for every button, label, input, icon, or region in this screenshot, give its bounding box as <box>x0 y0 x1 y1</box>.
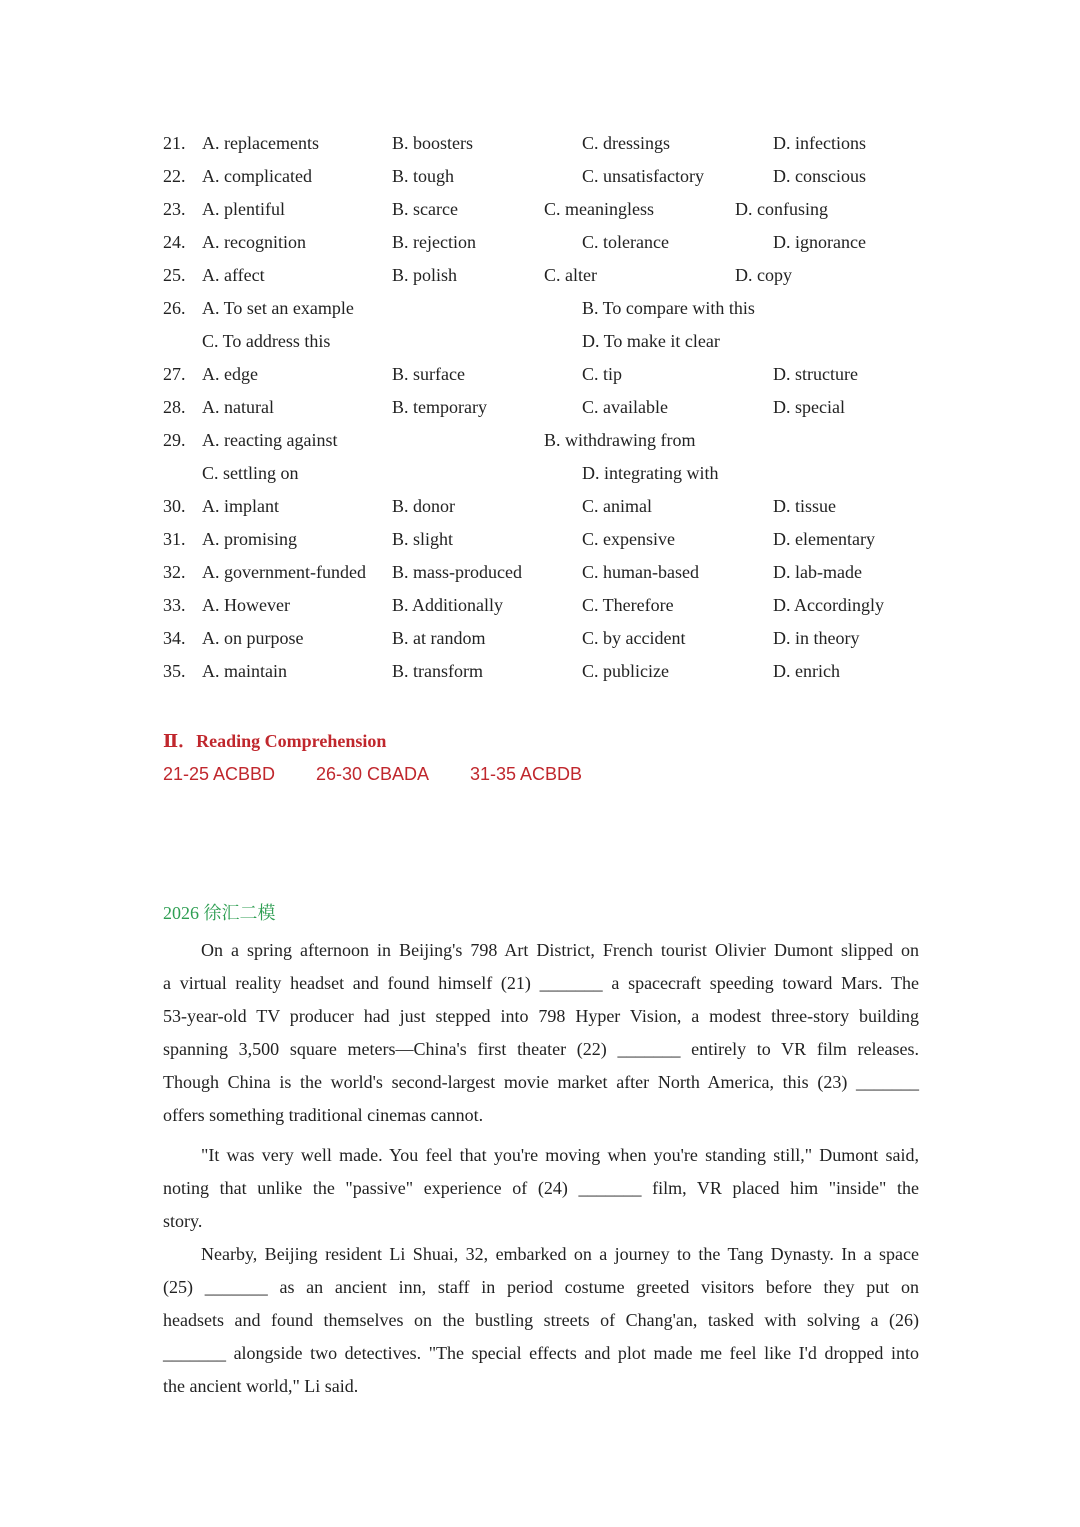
option-c: C. To address this <box>202 331 331 351</box>
question-number: 30. <box>163 496 186 516</box>
option-a: A. replacements <box>202 133 319 153</box>
option-a: A. recognition <box>202 232 306 252</box>
option-d: D. To make it clear <box>582 331 720 351</box>
option-a: A. To set an example <box>202 298 354 318</box>
option-row <box>163 229 943 255</box>
option-a: A. on purpose <box>202 628 304 648</box>
option-c: C. animal <box>582 496 652 516</box>
option-d: D. in theory <box>773 628 860 648</box>
option-row <box>163 658 943 684</box>
option-c: C. human-based <box>582 562 699 582</box>
option-c: C. expensive <box>582 529 675 549</box>
option-row <box>163 295 943 321</box>
question-number: 28. <box>163 397 186 417</box>
option-b: B. Additionally <box>392 595 504 615</box>
option-a: A. maintain <box>202 661 287 681</box>
option-d: D. copy <box>735 265 792 285</box>
option-a: A. However <box>202 595 290 615</box>
question-number: 32. <box>163 562 186 582</box>
option-b: B. polish <box>392 265 458 285</box>
question-number: 22. <box>163 166 186 186</box>
option-b: B. To compare with this <box>582 298 755 318</box>
answer-key-31-35: 31-35 ACBDB <box>470 764 583 784</box>
option-c: C. available <box>582 397 668 417</box>
option-a: A. complicated <box>202 166 312 186</box>
option-c: C. tolerance <box>582 232 669 252</box>
option-a: A. natural <box>202 397 274 417</box>
option-c: C. unsatisfactory <box>582 166 704 186</box>
option-row <box>163 394 943 420</box>
passage-line: Though China is the world's second-largest movie market after North America, this (23) _______ <box>163 1072 919 1092</box>
option-row <box>163 361 943 387</box>
option-d: D. structure <box>773 364 858 384</box>
passage-line: On a spring afternoon in Beijing's 798 Art District, French tourist Olivier Dumont slipped on <box>201 940 919 960</box>
passage-line: "It was very well made. You feel that you're moving when you're standing still," Dumont said, <box>201 1145 919 1165</box>
option-row <box>163 196 943 222</box>
option-c: C. publicize <box>582 661 669 681</box>
question-number: 34. <box>163 628 186 648</box>
option-row <box>163 328 943 354</box>
option-d: D. tissue <box>773 496 836 516</box>
passage-line: (25) _______ as an ancient inn, staff in period costume greeted visitors before they put on <box>163 1277 919 1297</box>
option-a: A. implant <box>202 496 279 516</box>
option-row <box>163 262 943 288</box>
question-number: 26. <box>163 298 186 318</box>
option-b: B. temporary <box>392 397 487 417</box>
passage-line: a virtual reality headset and found himself (21) _______ a spacecraft speeding toward Mars. The <box>163 973 919 993</box>
option-d: D. ignorance <box>773 232 866 252</box>
option-a: A. plentiful <box>202 199 285 219</box>
option-row <box>163 526 943 552</box>
option-d: D. conscious <box>773 166 866 186</box>
passage-line: story. <box>163 1211 203 1231</box>
passage-paragraph-1 <box>163 934 919 1132</box>
option-d: D. enrich <box>773 661 840 681</box>
option-b: B. slight <box>392 529 454 549</box>
passage-line: headsets and found themselves on the bustling streets of Chang'an, tasked with solving a (26) <box>163 1310 919 1330</box>
answer-key-26-30: 26-30 CBADA <box>316 764 430 784</box>
option-b: B. withdrawing from <box>544 430 696 450</box>
section-title: Ⅱ．Reading Comprehension <box>163 731 387 751</box>
option-d: D. integrating with <box>582 463 719 483</box>
question-number: 35. <box>163 661 186 681</box>
option-a: A. reacting against <box>202 430 338 450</box>
option-b: B. surface <box>392 364 465 384</box>
question-number: 33. <box>163 595 186 615</box>
option-d: D. infections <box>773 133 866 153</box>
option-b: B. at random <box>392 628 486 648</box>
passage-line: Nearby, Beijing resident Li Shuai, 32, embarked on a journey to the Tang Dynasty. In a space <box>201 1244 919 1264</box>
passage-line: _______ alongside two detectives. "The special effects and plot made me feel like I'd dropped into <box>163 1343 919 1363</box>
answer-key-21-25: 21-25 ACBBD <box>163 764 276 784</box>
question-number: 24. <box>163 232 186 252</box>
option-d: D. Accordingly <box>773 595 884 615</box>
option-b: B. boosters <box>392 133 473 153</box>
question-number: 29. <box>163 430 186 450</box>
passage-line: noting that unlike the "passive" experience of (24) _______ film, VR placed him "inside" the <box>163 1178 919 1198</box>
option-a: A. edge <box>202 364 258 384</box>
option-c: C. Therefore <box>582 595 674 615</box>
passage-source: 2026 徐汇二模 <box>163 903 276 923</box>
option-row <box>163 559 943 585</box>
option-a: A. government-funded <box>202 562 366 582</box>
option-d: D. lab-made <box>773 562 862 582</box>
passage-paragraph-2 <box>163 1139 919 1238</box>
option-d: D. special <box>773 397 845 417</box>
option-row <box>163 625 943 651</box>
option-b: B. mass-produced <box>392 562 522 582</box>
option-row <box>163 493 943 519</box>
option-row <box>163 592 943 618</box>
option-c: C. settling on <box>202 463 299 483</box>
passage-line: the ancient world," Li said. <box>163 1376 359 1396</box>
option-b: B. rejection <box>392 232 476 252</box>
question-number: 31. <box>163 529 186 549</box>
question-number: 21. <box>163 133 186 153</box>
option-row <box>163 427 943 453</box>
passage-paragraph-3 <box>163 1238 919 1403</box>
option-c: C. dressings <box>582 133 671 153</box>
option-row <box>163 460 943 486</box>
option-a: A. promising <box>202 529 298 549</box>
option-b: B. tough <box>392 166 455 186</box>
option-c: C. meaningless <box>544 199 654 219</box>
option-a: A. affect <box>202 265 265 285</box>
option-row <box>163 163 943 189</box>
option-c: C. tip <box>582 364 623 384</box>
option-d: D. elementary <box>773 529 875 549</box>
question-number: 23. <box>163 199 186 219</box>
option-b: B. scarce <box>392 199 458 219</box>
passage-line: spanning 3,500 square meters—China's first theater (22) _______ entirely to VR film releases. <box>163 1039 919 1059</box>
option-b: B. transform <box>392 661 483 681</box>
question-number: 27. <box>163 364 186 384</box>
option-c: C. by accident <box>582 628 686 648</box>
option-d: D. confusing <box>735 199 828 219</box>
passage-line: 53-year-old TV producer had just stepped into 798 Hyper Vision, a modest three-story building <box>163 1006 919 1026</box>
passage-line: offers something traditional cinemas cannot. <box>163 1105 484 1125</box>
option-c: C. alter <box>544 265 597 285</box>
option-row <box>163 130 943 156</box>
question-number: 25. <box>163 265 186 285</box>
option-b: B. donor <box>392 496 455 516</box>
